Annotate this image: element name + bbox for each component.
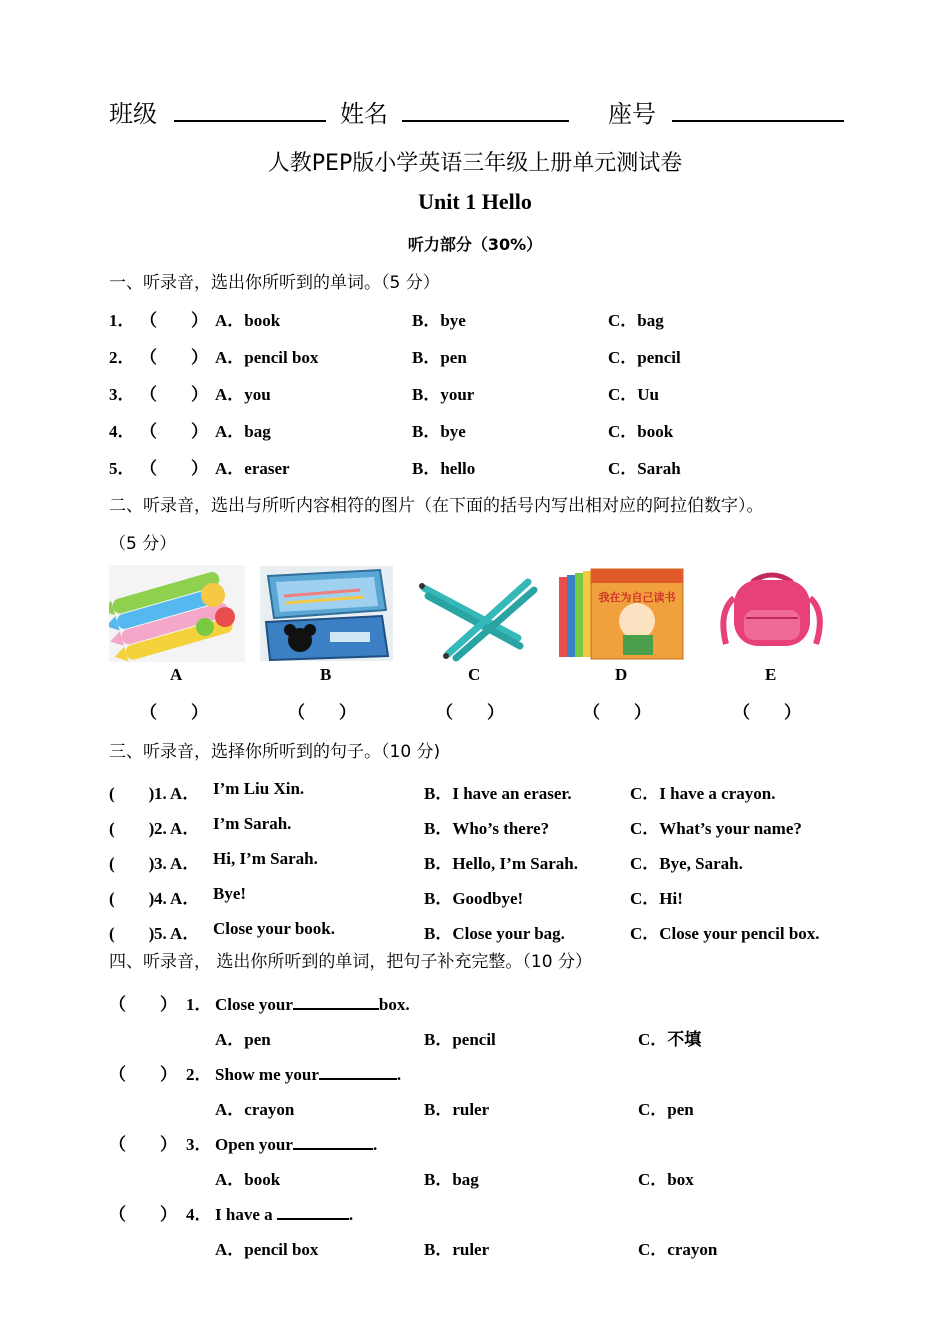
option-c: C．Uu (608, 385, 660, 404)
picture-label: A (170, 665, 183, 684)
option-b: B．your (412, 385, 475, 404)
sentence (215, 990, 410, 1015)
answer-paren[interactable]: （ ） (140, 459, 208, 478)
option-a: A．eraser (215, 459, 290, 478)
fill-blank[interactable] (293, 1130, 373, 1150)
option-a: A．pencil box (215, 348, 319, 367)
question-number: 4． (186, 1205, 212, 1224)
answer-paren[interactable]: ( ) (109, 889, 155, 908)
sentence-end: . (396, 1065, 402, 1084)
option-a: Close your book. (213, 919, 336, 938)
option-b: B．bye (412, 422, 466, 441)
seat-label: 座号 (608, 100, 656, 128)
option-b: B．bye (412, 311, 466, 330)
picture-answer-paren[interactable]: （ ） (288, 703, 356, 722)
pencil-box-icon (260, 566, 393, 661)
answer-paren[interactable]: （ ） (109, 1065, 177, 1084)
option-b: B．Who’s there? (424, 819, 550, 838)
question-number: 1． (186, 995, 212, 1014)
class-field[interactable] (174, 120, 326, 122)
picture-label: B (320, 665, 332, 684)
option-c: C．pencil (608, 348, 681, 367)
question-number: 3． (186, 1135, 212, 1154)
answer-paren[interactable]: （ ） (140, 311, 208, 330)
option-a: A．bag (215, 422, 271, 441)
picture-answer-paren[interactable]: （ ） (583, 703, 651, 722)
section1-heading: 一、听录音，选出你所听到的单词。（5 分） (109, 273, 440, 293)
option-c: C．Sarah (608, 459, 681, 478)
picture-label: C (468, 665, 481, 684)
option-b: B．Close your bag. (424, 924, 565, 943)
question-number: 2． (186, 1065, 212, 1084)
question-number: 2. A． (154, 819, 200, 838)
question-number: 3. A． (154, 854, 200, 873)
section2-heading: 二、听录音，选出与所听内容相符的图片（在下面的括号内写出相对应的阿拉伯数字）。 (109, 496, 764, 516)
question-number: 4． (109, 422, 135, 441)
option-c: C．Bye, Sarah. (630, 854, 743, 873)
picture-answer-paren[interactable]: （ ） (733, 703, 801, 722)
option-c: C．crayon (638, 1240, 718, 1259)
question-number: 5． (109, 459, 135, 478)
picture-label: E (765, 665, 777, 684)
option-c: C．Close your pencil box. (630, 924, 820, 943)
option-c: C．pen (638, 1100, 694, 1119)
fill-blank[interactable] (277, 1200, 349, 1220)
option-c: C．bag (608, 311, 664, 330)
option-a: A．crayon (215, 1100, 295, 1119)
answer-paren[interactable]: ( ) (109, 854, 155, 873)
option-c: C．I have a crayon. (630, 784, 776, 803)
answer-paren[interactable]: （ ） (109, 1205, 177, 1224)
question-number: 1． (109, 311, 135, 330)
option-a: I’m Liu Xin. (213, 779, 305, 798)
option-a: A．pencil box (215, 1240, 319, 1259)
question-number: 5. A． (154, 924, 200, 943)
sentence-start: I have a (215, 1205, 277, 1224)
sentence (215, 1060, 401, 1085)
option-a: A．book (215, 311, 281, 330)
question-number: 2． (109, 348, 135, 367)
sentence-start: Show me your (215, 1065, 319, 1084)
question-number: 4. A． (154, 889, 200, 908)
sentence (215, 1200, 353, 1225)
section3-heading: 三、听录音，选择你所听到的句子。（10 分) (109, 742, 441, 762)
sentence-end: . (348, 1205, 354, 1224)
class-label: 班级 (109, 100, 157, 128)
option-c: C．Hi! (630, 889, 683, 908)
picture-label: D (615, 665, 628, 684)
answer-paren[interactable]: ( ) (109, 819, 155, 838)
option-b: B．ruler (424, 1240, 490, 1259)
option-b: B．pen (412, 348, 467, 367)
option-c: C．What’s your name? (630, 819, 802, 838)
option-b: B．pencil (424, 1030, 496, 1049)
option-c: C．box (638, 1170, 694, 1189)
books-icon (557, 563, 687, 662)
answer-paren[interactable]: （ ） (109, 995, 177, 1014)
option-b: B．hello (412, 459, 476, 478)
sentence-start: Open your (215, 1135, 293, 1154)
question-number: 3． (109, 385, 135, 404)
option-b: B．Goodbye! (424, 889, 524, 908)
backpack-icon (712, 568, 832, 650)
answer-paren[interactable]: （ ） (140, 385, 208, 404)
name-field[interactable] (402, 120, 569, 122)
option-c: C．book (608, 422, 674, 441)
pencils-icon (408, 570, 538, 662)
answer-paren[interactable]: ( ) (109, 924, 155, 943)
sentence-end: box. (378, 995, 410, 1014)
option-a: I’m Sarah. (213, 814, 292, 833)
fill-blank[interactable] (319, 1060, 397, 1080)
option-a: Hi, I’m Sarah. (213, 849, 318, 868)
option-b: B．Hello, I’m Sarah. (424, 854, 578, 873)
section4-heading: 四、听录音， 选出你所听到的单词，把句子补充完整。（10 分） (109, 952, 592, 972)
option-a: Bye! (213, 884, 247, 903)
option-a: A．book (215, 1170, 281, 1189)
option-b: B．bag (424, 1170, 479, 1189)
book-cover-text: 我在为自己读书 (598, 591, 676, 604)
page-title: 人教PEP版小学英语三年级上册单元测试卷 (267, 151, 683, 176)
option-a: A．pen (215, 1030, 271, 1049)
seat-field[interactable] (672, 120, 844, 122)
picture-answer-paren[interactable]: （ ） (140, 703, 208, 722)
option-b: B．I have an eraser. (424, 784, 572, 803)
answer-paren[interactable]: （ ） (140, 348, 208, 367)
picture-answer-paren[interactable]: （ ） (436, 703, 504, 722)
option-c: C．不填 (638, 1030, 702, 1049)
answer-paren[interactable]: ( ) (109, 784, 155, 803)
name-label: 姓名 (340, 100, 388, 128)
sentence (215, 1130, 377, 1155)
sentence-end: . (372, 1135, 378, 1154)
sentence-start: Close your (215, 995, 293, 1014)
unit-title: Unit 1 Hello (418, 189, 532, 214)
answer-paren[interactable]: （ ） (140, 422, 208, 441)
fill-blank[interactable] (293, 990, 379, 1010)
option-b: B．ruler (424, 1100, 490, 1119)
listening-part-label: 听力部分（30%） (407, 235, 543, 254)
answer-paren[interactable]: （ ） (109, 1135, 177, 1154)
section2-score: （5 分） (109, 534, 177, 554)
question-number: 1. A． (154, 784, 200, 803)
crayon-pencil-case-icon (109, 565, 245, 662)
option-a: A．you (215, 385, 271, 404)
